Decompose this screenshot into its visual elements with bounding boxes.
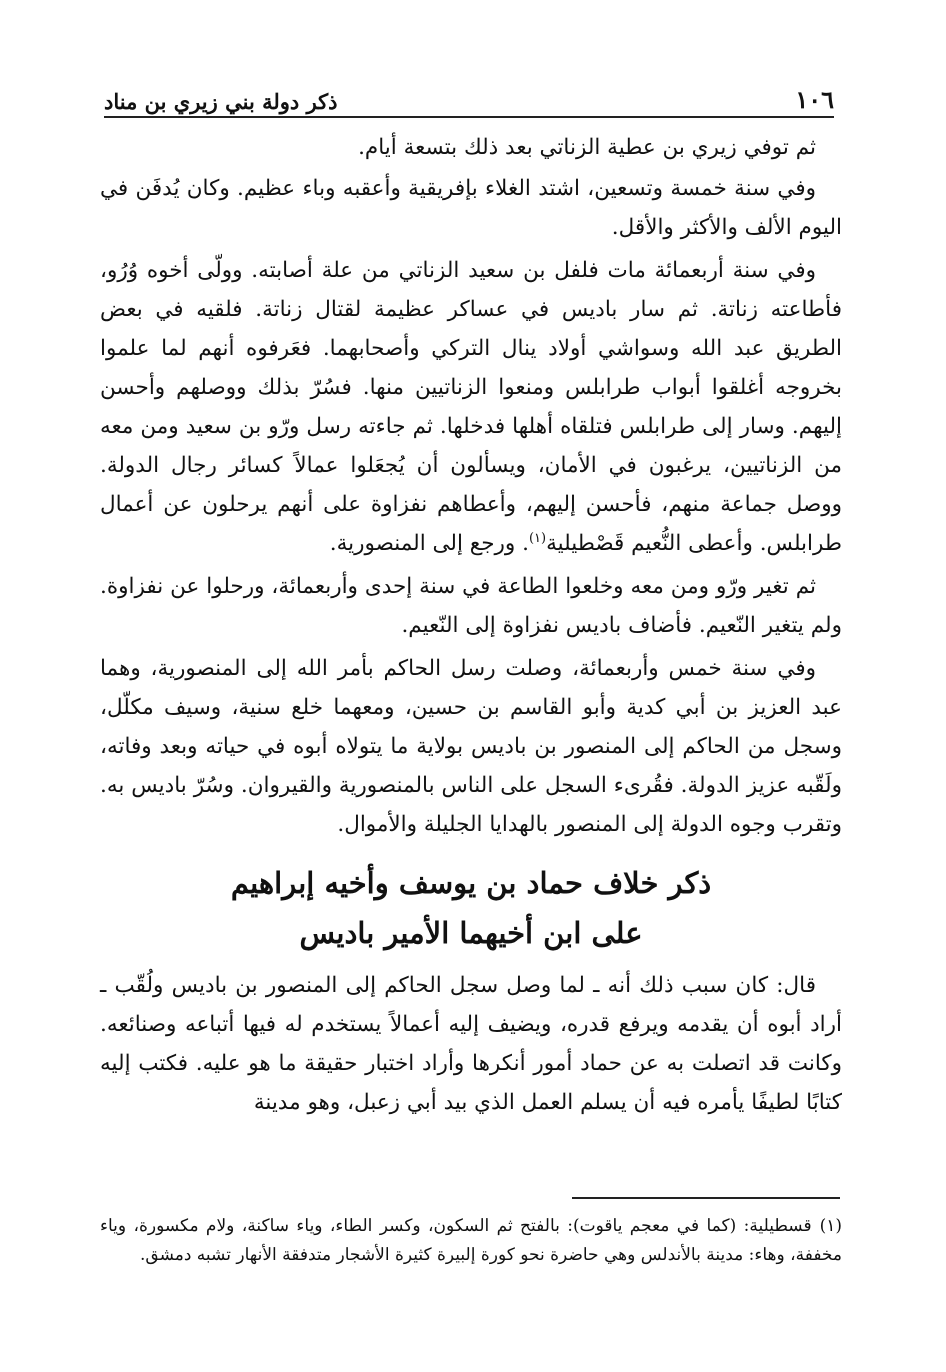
running-header [104,70,834,114]
paragraph-4: ثم تغير ورّو ومن معه وخلعوا الطاعة في سنة إحدى وأربعمائة، ورحلوا عن نفزاوة. ولم يتغير النّعيم. فأضاف باديس نفزاوة إلى النّعيم. [100,574,842,638]
paragraph-3-text-b: . ورجع إلى المنصورية. [329,531,529,556]
footnote-rule [572,1197,840,1199]
page-number: ١٠٦ [795,85,834,114]
footnote-text: قسطيلية: (كما في معجم ياقوت): بالفتح ثم السكون، وكسر الطاء، وياء ساكنة، ولام مكسورة، وياء مخففة، وهاء: مدينة بالأندلس وهي حاضرة نحو كورة إلبيرة كثيرة الأشجار متدفقة الأنهار تشبه دمشق. [100,1216,842,1265]
section-heading-line-2: على ابن أخيهما الأمير باديس [299,916,643,950]
footnote-number: (١) [819,1216,842,1236]
paragraph-5: وفي سنة خمس وأربعمائة، وصلت رسل الحاكم بأمر الله إلى المنصورية، وهما عبد العزيز بن أبي كدية وأبو القاسم بن حسين، ومعهما خلع سنية، وسيف مكلّل، وسجل من الحاكم إلى المنصور بن باديس بولاية ما يتولاه أبوه في حياته وبعد وفاته، ولَقّبه عزيز الدولة. فقُرىء السجل على الناس بالمنصورية والقيروان. وسُرّ باديس به. وتقرب وجوه الدولة إلى المنصور بالهدايا الجليلة والأموال. [100,656,842,837]
paragraph-2: وفي سنة خمسة وتسعين، اشتد الغلاء بإفريقية وأعقبه وباء عظيم. وكان يُدفَن في اليوم الألف والأكثر والأقل. [100,176,842,240]
paragraph-3 [100,251,842,563]
section-heading-line-1: ذكر خلاف حماد بن يوسف وأخيه إبراهيم [230,866,712,900]
footnote [100,1212,842,1270]
main-text [100,128,842,1126]
header-rule [104,116,834,118]
running-title: ذكر دولة بني زيري بن مناد [104,89,338,114]
paragraph-1: ثم توفي زيري بن عطية الزناتي بعد ذلك بتسعة أيام. [358,135,816,160]
paragraph-3-text-a: وفي سنة أربعمائة مات فلفل بن سعيد الزناتي من علة أصابته. وولّى أخوه وُرُو، فأطاعته زناتة. ثم سار باديس في عساكر عظيمة لقتال زناتة. فلقيه في بعض الطريق عبد الله وسواشي أولاد ينال التركي وأصحابهما. فعَرفوه أنهم لما علموا بخروجه أغلقوا أبواب طرابلس ومنعوا الزناتيين منها. فسُرّ بذلك ووصلهم وأحسن إليهم. وسار إلى طرابلس فتلقاه أهلها فدخلها. ثم جاءته رسل ورّو بن سعيد ومن معه من الزناتيين، يرغبون في الأمان، ويسألون أن يُجعَلوا عمالاً كسائر رجال الدولة. ووصل جماعة منهم، فأحسن إليهم، وأعطاهم نفزاوة على أنهم يرحلون عن أعمال طرابلس. وأعطى النُّعيم قَصْطيلية [100,258,842,556]
paragraph-6: قال: كان سبب ذلك أنه ـ لما وصل سجل الحاكم إلى المنصور بن باديس ولُقّب ـ أراد أبوه أن يقدمه ويرفع قدره، ويضيف إليه أعمالاً يستخدم له فيها أتباعه وصنائعه. وكانت قد اتصلت به عن حماد أمور أنكرها وأراد اختبار حقيقة ما هو عليه. فكتب إليه كتابًا لطيفًا يأمره فيه أن يسلم العمل الذي بيد أبي زعبل، وهو مدينة [100,973,842,1115]
section-heading [100,858,842,958]
footnote-reference[interactable]: (١) [528,530,547,546]
